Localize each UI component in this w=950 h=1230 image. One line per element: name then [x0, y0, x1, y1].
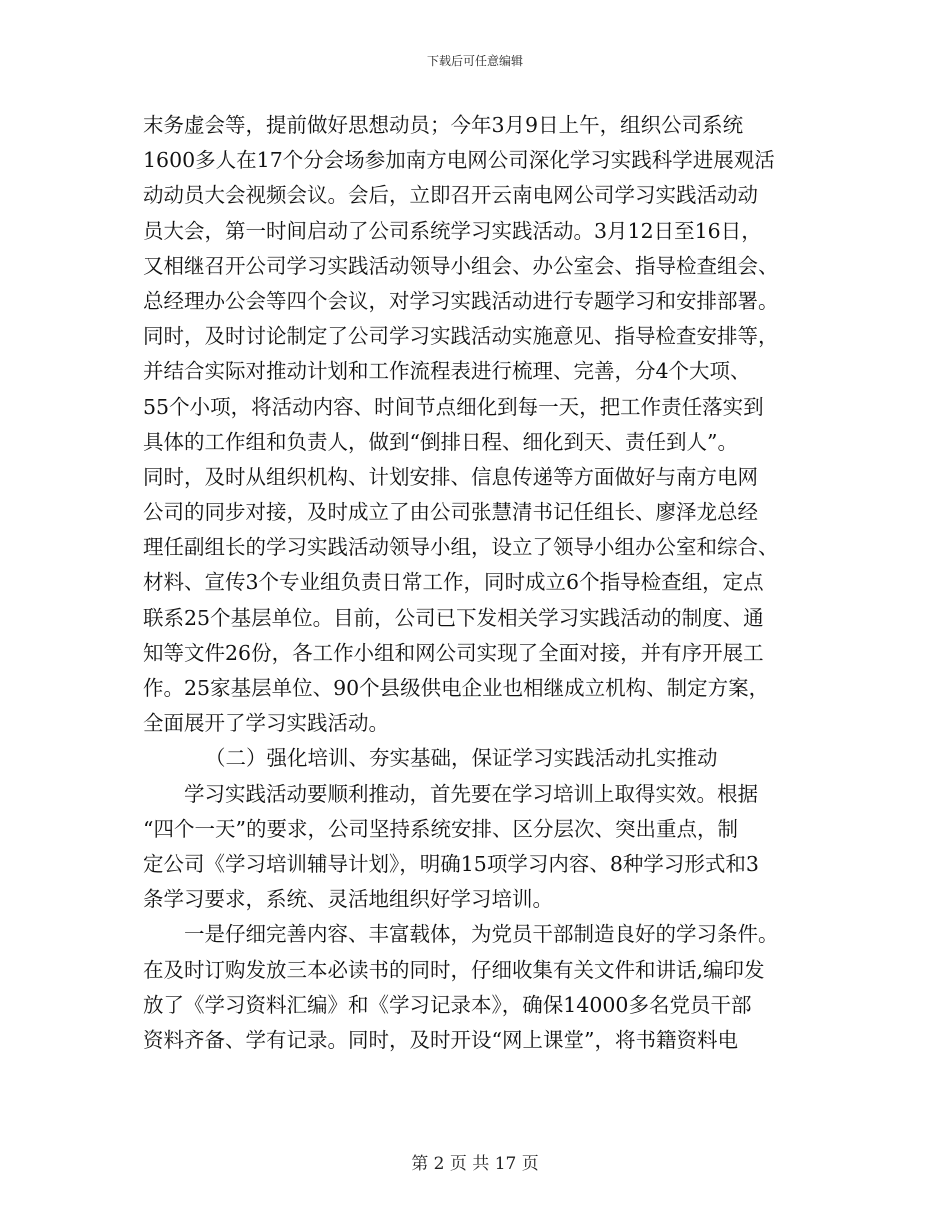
document-body: [143, 108, 813, 1058]
body-line: 学习实践活动要顺利推动，首先要在学习培训上取得实效。根据: [184, 781, 758, 806]
body-line: 材料、宣传3个专业组负责日常工作，同时成立6个指导检查组，定点: [143, 570, 764, 595]
body-line: 公司的同步对接，及时成立了由公司张慧清书记任组长、廖泽龙总经: [143, 500, 758, 525]
body-line: 具体的工作组和负责人，做到“倒排日程、细化到天、责任到人”。: [143, 429, 738, 454]
body-line: 同时，及时从组织机构、计划安排、信息传递等方面做好与南方电网: [143, 464, 758, 489]
body-line: 总经理办公会等四个会议，对学习实践活动进行专题学习和安排部署。: [143, 288, 779, 313]
body-line: 一是仔细完善内容、丰富载体，为党员干部制造良好的学习条件。: [184, 922, 779, 947]
body-line: 末务虚会等，提前做好思想动员；今年3月9日上午，组织公司系统: [143, 113, 744, 137]
body-line: 又相继召开公司学习实践活动领导小组会、办公室会、指导检查组会、: [143, 253, 779, 278]
body-line: 定公司《学习培训辅导计划》，明确15项学习内容、8种学习形式和3: [143, 851, 759, 876]
body-line: 理任副组长的学习实践活动领导小组，设立了领导小组办公室和综合、: [143, 535, 779, 560]
body-line: “四个一天”的要求，公司坚持系统安排、区分层次、突出重点，制: [143, 816, 738, 841]
body-line: 资料齐备、学有记录。同时，及时开设“网上课堂”，将书籍资料电: [143, 1027, 738, 1052]
body-line: 在及时订购发放三本必读书的同时，仔细收集有关文件和讲话,编印发: [143, 957, 765, 982]
body-line: 知等文件26份，各工作小组和网公司实现了全面对接，并有序开展工: [143, 640, 764, 665]
page-footer: 第 2 页 共 17 页: [411, 1154, 539, 1174]
body-line: 员大会，第一时间启动了公司系统学习实践活动。3月12日至16日，: [143, 218, 762, 243]
page-header: 下载后可任意编辑: [426, 54, 523, 68]
body-line: 作。25家基层单位、90个县级供电企业也相继成立机构、制定方案，: [143, 676, 770, 700]
body-line: 1600多人在17个分会场参加南方电网公司深化学习实践科学进展观活: [143, 148, 775, 173]
body-line: 条学习要求，系统、灵活地组织好学习培训。: [143, 887, 553, 912]
body-line: 联系25个基层单位。目前，公司已下发相关学习实践活动的制度、通: [143, 605, 764, 630]
section-heading: （二）强化培训、夯实基础，保证学习实践活动扎实推动: [205, 746, 718, 771]
body-line: 并结合实际对推动计划和工作流程表进行梳理、完善，分4个大项、: [143, 359, 751, 384]
body-line: 放了《学习资料汇编》和《学习记录本》，确保14000多名党员干部: [143, 992, 752, 1017]
body-line: 动动员大会视频会议。会后，立即召开云南电网公司学习实践活动动: [143, 183, 758, 208]
body-line: 全面展开了学习实践活动。: [143, 711, 389, 736]
body-line: 同时，及时讨论制定了公司学习实践活动实施意见、指导检查安排等，: [143, 324, 779, 349]
body-line: 55个小项，将活动内容、时间节点细化到每一天，把工作责任落实到: [143, 394, 764, 419]
